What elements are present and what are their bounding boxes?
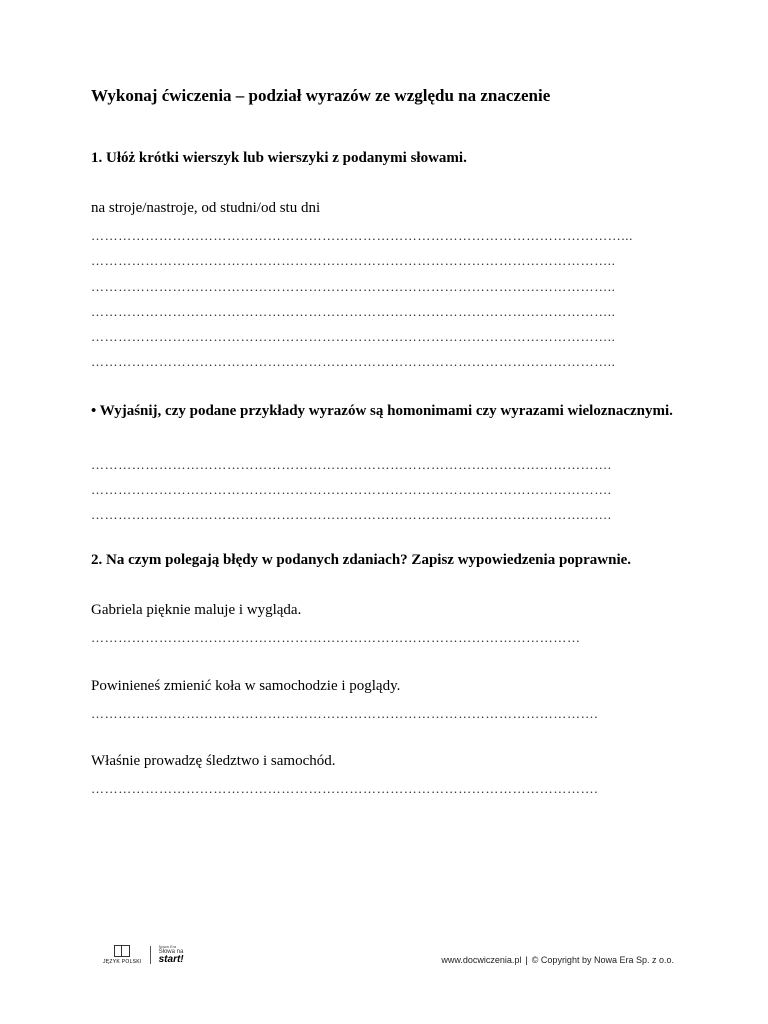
task-2-sentence: Powinieneś zmienić koła w samochodzie i poglądy. xyxy=(91,678,401,694)
series-publisher: Nowa Era xyxy=(158,944,177,949)
answer-line[interactable]: …………………………………………………………………………………………………….. xyxy=(91,354,616,369)
answer-line[interactable]: …………………………………………………………………………………………………….. xyxy=(91,253,616,268)
answer-line[interactable]: …………………………………………………………………………………………………. xyxy=(91,706,599,721)
task-1-words: na stroje/nastroje, od studni/od stu dni xyxy=(91,200,321,216)
answer-line[interactable]: …………………………………………………………………………………………………….. xyxy=(91,279,616,294)
answer-line[interactable]: ……………………………………………………………………………………………………. xyxy=(91,482,612,497)
series-logo xyxy=(159,945,184,965)
page-title: Wykonaj ćwiczenia – podział wyrazów ze względu na znaczenie xyxy=(91,86,551,105)
answer-line[interactable]: ………………………………………………………………………………………………………... xyxy=(91,228,633,243)
series-name: start! xyxy=(158,954,184,965)
task-1b-instruction xyxy=(91,398,676,424)
subject-logo xyxy=(103,945,142,965)
answer-line[interactable]: …………………………………………………………………………………………………. xyxy=(91,781,599,796)
book-icon xyxy=(114,945,130,957)
footer-website-link[interactable]: www.docwiczenia.pl xyxy=(441,955,522,965)
task-2-heading: 2. Na czym polegają błędy w podanych zdaniach? Zapisz wypowiedzenia poprawnie. xyxy=(91,552,632,568)
subject-label: JĘZYK POLSKI xyxy=(103,959,142,965)
task-2-sentence: Gabriela pięknie maluje i wygląda. xyxy=(91,602,302,618)
task-1-heading: 1. Ułóż krótki wierszyk lub wierszyki z podanymi słowami. xyxy=(91,150,467,166)
task-2-sentence: Właśnie prowadzę śledztwo i samochód. xyxy=(91,753,336,769)
footer-copyright xyxy=(441,955,674,965)
answer-line[interactable]: ……………………………………………………………………………………………… xyxy=(91,630,581,645)
answer-line[interactable]: …………………………………………………………………………………………………….. xyxy=(91,304,616,319)
answer-line[interactable]: …………………………………………………………………………………………………….. xyxy=(91,329,616,344)
task-1b-text: Wyjaśnij, czy podane przykłady wyrazów są homonimami czy wyrazami wieloznacznymi. xyxy=(99,403,673,419)
answer-line[interactable]: ……………………………………………………………………………………………………. xyxy=(91,507,612,522)
publisher-logo xyxy=(103,945,184,965)
series-top: Słowa na xyxy=(158,949,184,955)
answer-line[interactable]: ……………………………………………………………………………………………………. xyxy=(91,457,612,472)
footer-separator: | xyxy=(525,955,528,965)
bullet: • xyxy=(91,403,97,419)
copyright-text: © Copyright by Nowa Era Sp. z o.o. xyxy=(531,955,674,965)
logo-divider xyxy=(150,946,151,964)
